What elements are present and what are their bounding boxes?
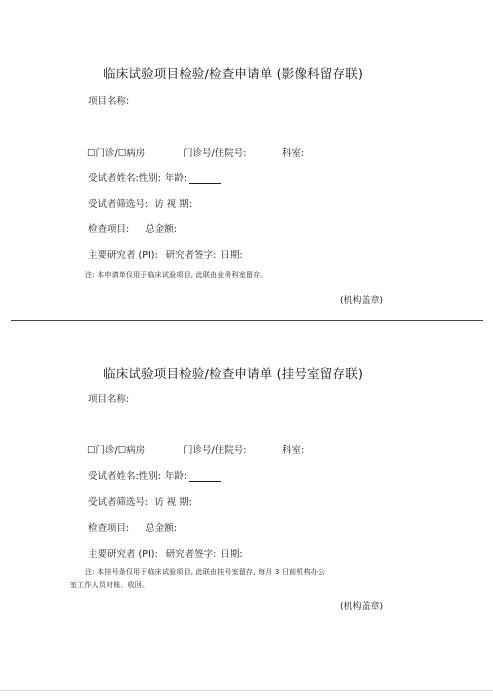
date-label: 日期: xyxy=(220,549,243,560)
subject-info-row xyxy=(88,170,221,184)
gender-label: 性别: xyxy=(138,173,161,184)
visit-label: 访 视 期: xyxy=(154,199,192,210)
exam-row xyxy=(88,520,177,534)
form-title: 临床试验项目检验/检查申请单 (影像科留存联) xyxy=(103,66,364,81)
total-amount-label: 总金额: xyxy=(145,523,177,534)
age-label: 年龄: xyxy=(164,471,188,482)
gender-label: 性别: xyxy=(138,471,161,482)
page-bottom-edge xyxy=(0,690,493,691)
total-amount-label: 总金额: xyxy=(145,224,177,235)
screening-no-label: 受试者筛选号: xyxy=(88,199,149,210)
project-name-label: 项目名称: xyxy=(88,394,130,405)
form-title: 临床试验项目检验/检查申请单 (挂号室留存联) xyxy=(103,366,364,381)
pi-label: 主要研究者 (PI): xyxy=(88,549,158,560)
form-note-line2: 室工作人员对账、收回。 xyxy=(70,581,150,589)
subject-info-row xyxy=(88,468,221,482)
researcher-sign-label: 研究者签字: xyxy=(165,250,217,261)
outpatient-no-label: 门诊号/住院号: xyxy=(183,148,247,159)
visit-type-checkboxes[interactable]: ☐门诊/☐病房 xyxy=(87,445,146,456)
subject-name-label: 受试者姓名: xyxy=(88,173,139,184)
project-name-label: 项目名称: xyxy=(88,96,130,107)
age-label: 年龄: xyxy=(164,173,188,184)
cut-line-divider xyxy=(11,320,483,321)
institution-stamp-label: (机构盖章) xyxy=(340,296,384,306)
exam-items-label: 检查项目: xyxy=(88,224,130,235)
researcher-sign-label: 研究者签字: xyxy=(165,549,217,560)
department-label: 科室: xyxy=(282,148,305,159)
signature-row xyxy=(88,247,243,261)
visit-label: 访 视 期: xyxy=(154,497,192,508)
screening-row xyxy=(88,196,192,210)
signature-row xyxy=(88,546,243,560)
date-label: 日期: xyxy=(220,250,243,261)
screening-row xyxy=(88,494,192,508)
age-blank-line[interactable] xyxy=(189,472,221,482)
exam-row xyxy=(88,221,177,235)
age-blank-line[interactable] xyxy=(189,174,221,184)
screening-no-label: 受试者筛选号: xyxy=(88,497,149,508)
form-note-line1: 注: 本挂号条仅用于临床试验项目, 此联由挂号室留存, 每月 3 日前机构办公 xyxy=(85,568,326,576)
exam-items-label: 检查项目: xyxy=(88,523,130,534)
pi-label: 主要研究者 (PI): xyxy=(88,250,158,261)
subject-name-label: 受试者姓名: xyxy=(88,471,139,482)
visit-type-checkboxes[interactable]: ☐门诊/☐病房 xyxy=(87,148,146,159)
form-note-line1: 注: 本申请单仅用于临床试验项目, 此联由业务科室留存。 xyxy=(85,271,268,279)
department-label: 科室: xyxy=(282,445,305,456)
outpatient-no-label: 门诊号/住院号: xyxy=(183,445,247,456)
institution-stamp-label: (机构盖章) xyxy=(340,602,384,612)
